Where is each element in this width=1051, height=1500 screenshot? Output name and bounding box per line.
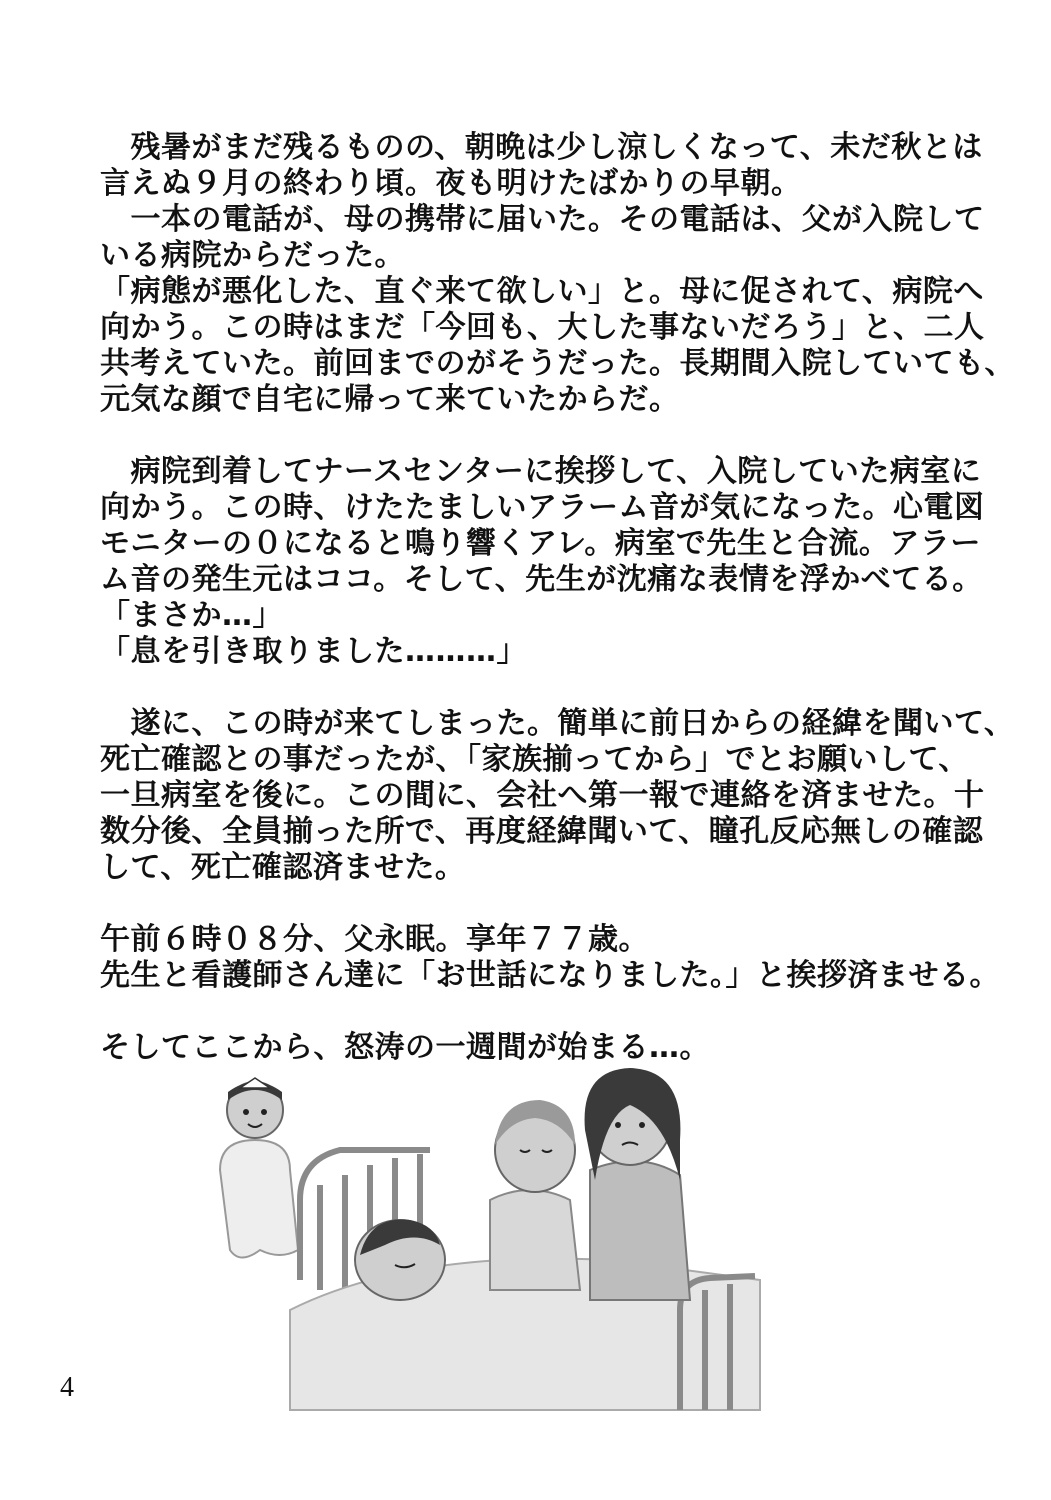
paragraph-gap — [100, 418, 960, 454]
text-line: 言えぬ９月の終わり頃。夜も明けたばかりの早朝。 — [100, 166, 802, 201]
text-line: 元気な顔で自宅に帰って来ていたからだ。 — [100, 382, 680, 417]
text-line: 残暑がまだ残るものの、朝晩は少し涼しくなって、未だ秋とは — [100, 130, 983, 165]
mother-figure — [585, 1068, 690, 1300]
text-line: して、死亡確認済ませた。 — [100, 850, 466, 885]
text-line: ム音の発生元はココ。そして、先生が沈痛な表情を浮かべてる。 — [100, 562, 983, 597]
text-line: 「息を引き取りました………」 — [100, 634, 527, 669]
grandmother-figure — [490, 1100, 580, 1290]
hospital-bed-family-illustration — [210, 1050, 770, 1430]
text-line: 数分後、全員揃った所で、再度経緯聞いて、瞳孔反応無しの確認 — [100, 814, 984, 849]
text-line: 午前６時０８分、父永眠。享年７７歳。 — [100, 922, 649, 957]
text-line: 向かう。この時、けたたましいアラーム音が気になった。心電図 — [100, 490, 985, 525]
paragraph-gap — [100, 886, 960, 922]
text-line: 一旦病室を後に。この間に、会社へ第一報で連絡を済ませた。十 — [100, 778, 985, 813]
spirit-figure — [220, 1078, 298, 1258]
paragraph-gap — [100, 994, 960, 1030]
text-line: 共考えていた。前回までのがそうだった。長期間入院していても、 — [100, 346, 1015, 381]
father-figure — [355, 1219, 445, 1300]
text-line: 病院到着してナースセンターに挨拶して、入院していた病室に — [100, 454, 982, 489]
text-line: 先生と看護師さん達に「お世話になりました。」と挨拶済ませる。 — [100, 958, 1000, 993]
text-line: いる病院からだった。 — [100, 238, 405, 273]
paragraph-gap — [100, 670, 960, 706]
text-line: 一本の電話が、母の携帯に届いた。その電話は、父が入院して — [100, 202, 985, 237]
text-line: そしてここから、怒涛の一週間が始まる…。 — [100, 1030, 710, 1065]
text-line: 「まさか…」 — [100, 598, 283, 633]
text-line: モニターの０になると鳴り響くアレ。病室で先生と合流。アラー — [100, 526, 981, 561]
body-text — [100, 130, 1015, 1066]
text-line: 向かう。この時はまだ「今回も、大した事ないだろう」と、二人 — [100, 310, 985, 345]
text-line: 「病態が悪化した、直ぐ来て欲しい」と。母に促されて、病院へ — [100, 274, 984, 309]
page-number: 4 — [60, 1372, 74, 1403]
text-line: 死亡確認との事だったが、「家族揃ってから」でとお願いして、 — [100, 742, 969, 777]
text-line: 遂に、この時が来てしまった。簡単に前日からの経緯を聞いて、 — [100, 706, 1015, 741]
